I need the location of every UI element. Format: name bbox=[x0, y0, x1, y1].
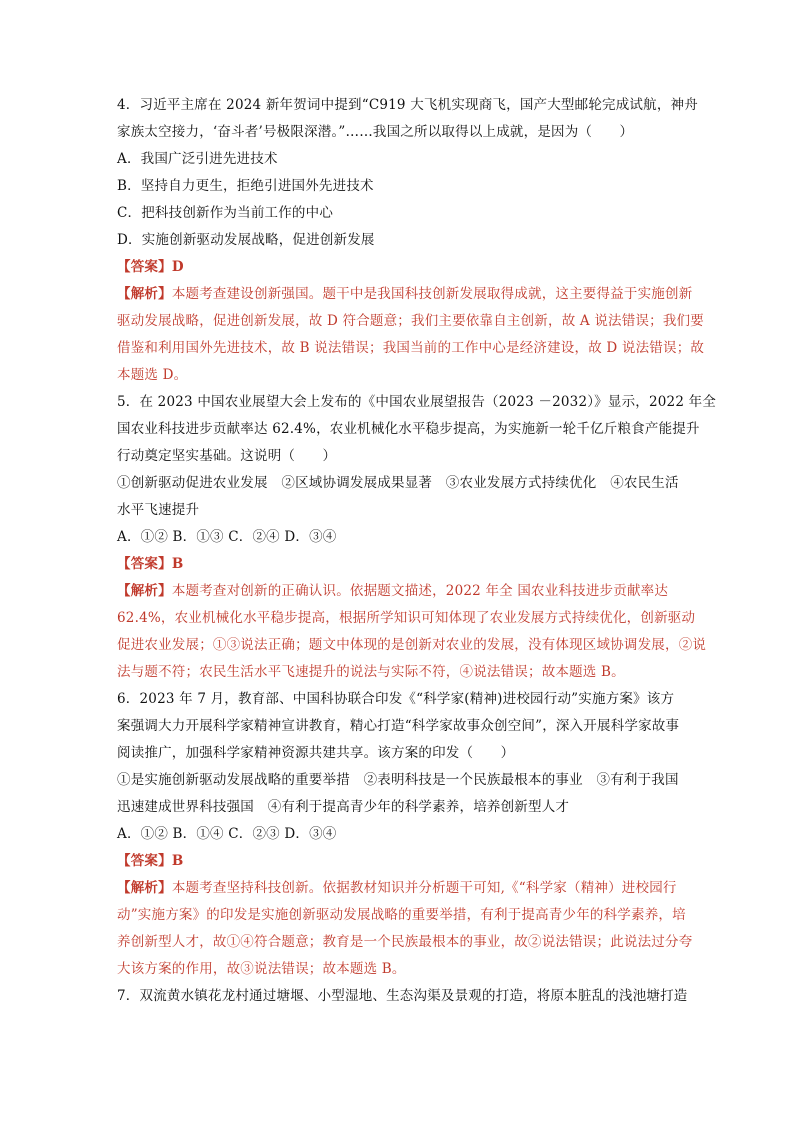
q4-analysis-line-2: 驱动发展战略，促进创新发展，故 D 符合题意；我们主要依靠自主创新，故 A 说法错误；我们要 bbox=[117, 313, 704, 329]
q4-analysis-line-3: 借鉴和利用国外先进技术，故 B 说法错误；我国当前的工作中心是经济建设，故 D 说法错误；故 bbox=[117, 340, 705, 356]
q5-stem-line-1: 5．在 2023 中国农业展望大会上发布的《中国农业展望报告（2023 －2032）》显示，2022 年全 bbox=[117, 394, 717, 410]
q4-analysis-line-4: 本题选 D。 bbox=[117, 367, 188, 383]
q6-options: A．①② B．①④ C．②③ D．③④ bbox=[117, 826, 337, 842]
answer-value: B bbox=[171, 853, 184, 869]
q4-option-c: C．把科技创新作为当前工作的中心 bbox=[117, 205, 334, 221]
q6-stem-line-2: 案强调大力开展科学家精神宣讲教育，精心打造“科学家故事众创空间”，深入开展科学家故事 bbox=[117, 718, 680, 734]
q4-option-a: A．我国广泛引进先进技术 bbox=[117, 151, 278, 167]
answer-tag: 【答案】 bbox=[117, 259, 172, 275]
q5-analysis-line-1 bbox=[117, 578, 717, 605]
analysis-text: 本题考查建设创新强国。题干中是我国科技创新发展取得成就，这主要得益于实施创新 bbox=[171, 286, 693, 302]
q5-analysis-line-3: 促进农业发展；①③说法正确；题文中体现的是创新对农业的发展，没有体现区域协调发展，②说 bbox=[117, 637, 707, 653]
q4-answer bbox=[117, 254, 717, 281]
q6-stem-line-3: 阅读推广，加强科学家精神资源共建共享。该方案的印发（ ） bbox=[117, 745, 515, 761]
q5-analysis-line-2: 62.4%，农业机械化水平稳步提高，根据所学知识可知体现了农业发展方式持续优化，创新驱动 bbox=[117, 610, 696, 626]
q5-statements-line-2: 水平飞速提升 bbox=[117, 502, 200, 518]
q6-analysis-line-3: 养创新型人才，故①④符合题意；教育是一个民族最根本的事业，故②说法错误；此说法过分夸 bbox=[117, 934, 693, 950]
q5-stem-line-3: 行动奠定坚实基础。这说明（ ） bbox=[117, 448, 337, 464]
q5-answer bbox=[117, 551, 717, 578]
q5-stem-line-2: 国农业科技进步贡献率达 62.4%，农业机械化水平稳步提高，为实施新一轮千亿斤粮食产能提升 bbox=[117, 421, 700, 437]
document-page bbox=[117, 92, 717, 1010]
q6-analysis-line-2: 动”实施方案》的印发是实施创新驱动发展战略的重要举措，有利于提高青少年的科学素养，培 bbox=[117, 907, 686, 923]
q6-statements-line-2: 迅速建成世界科技强国 ④有利于提高青少年的科学素养，培养创新型人才 bbox=[117, 799, 570, 815]
q4-option-b: B．坚持自力更生，拒绝引进国外先进技术 bbox=[117, 178, 374, 194]
q5-statements-line-1: ①创新驱动促进农业发展 ②区域协调发展成果显著 ③农业发展方式持续优化 ④农民生活 bbox=[117, 475, 679, 491]
q6-analysis-line-4: 大该方案的作用，故③说法错误；故本题选 B。 bbox=[117, 961, 406, 977]
answer-value: D bbox=[171, 259, 184, 275]
analysis-text: 本题考查对创新的正确认识。依据题文描述，2022 年全 国农业科技进步贡献率达 bbox=[171, 583, 669, 599]
q4-stem-line-1: 4．习近平主席在 2024 新年贺词中提到“C919 大飞机实现商飞，国产大型邮轮完成试航，神舟 bbox=[117, 97, 698, 113]
q4-analysis-line-1 bbox=[117, 281, 717, 308]
q7-stem-line-1: 7．双流黄水镇花龙村通过塘堰、小型湿地、生态沟渠及景观的打造，将原本脏乱的浅池塘打造 bbox=[117, 988, 688, 1004]
answer-tag: 【答案】 bbox=[117, 556, 172, 572]
q4-option-d: D．实施创新驱动发展战略，促进创新发展 bbox=[117, 232, 375, 248]
q6-stem-line-1: 6．2023 年 7 月，教育部、中国科协联合印发《“科学家(精神)进校园行动”实施方案》该方 bbox=[117, 691, 675, 707]
analysis-tag: 【解析】 bbox=[117, 286, 172, 302]
q6-statements-line-1: ①是实施创新驱动发展战略的重要举措 ②表明科技是一个民族最根本的事业 ③有利于我国 bbox=[117, 772, 679, 788]
q4-stem-line-2: 家族太空接力，‘奋斗者’号极限深潜。”……我国之所以取得以上成就，是因为（ ） bbox=[117, 124, 634, 140]
analysis-tag: 【解析】 bbox=[117, 880, 172, 896]
q5-analysis-line-4: 法与题不符；农民生活水平飞速提升的说法与实际不符，④说法错误；故本题选 B。 bbox=[117, 664, 625, 680]
q5-options: A．①② B．①③ C．②④ D．③④ bbox=[117, 529, 337, 545]
answer-value: B bbox=[171, 556, 184, 572]
analysis-tag: 【解析】 bbox=[117, 583, 172, 599]
q6-analysis-line-1 bbox=[117, 875, 717, 902]
q6-answer bbox=[117, 848, 717, 875]
answer-tag: 【答案】 bbox=[117, 853, 172, 869]
analysis-text: 本题考查坚持科技创新。依据教材知识并分析题干可知,《“科学家（精神）进校园行 bbox=[171, 880, 677, 896]
